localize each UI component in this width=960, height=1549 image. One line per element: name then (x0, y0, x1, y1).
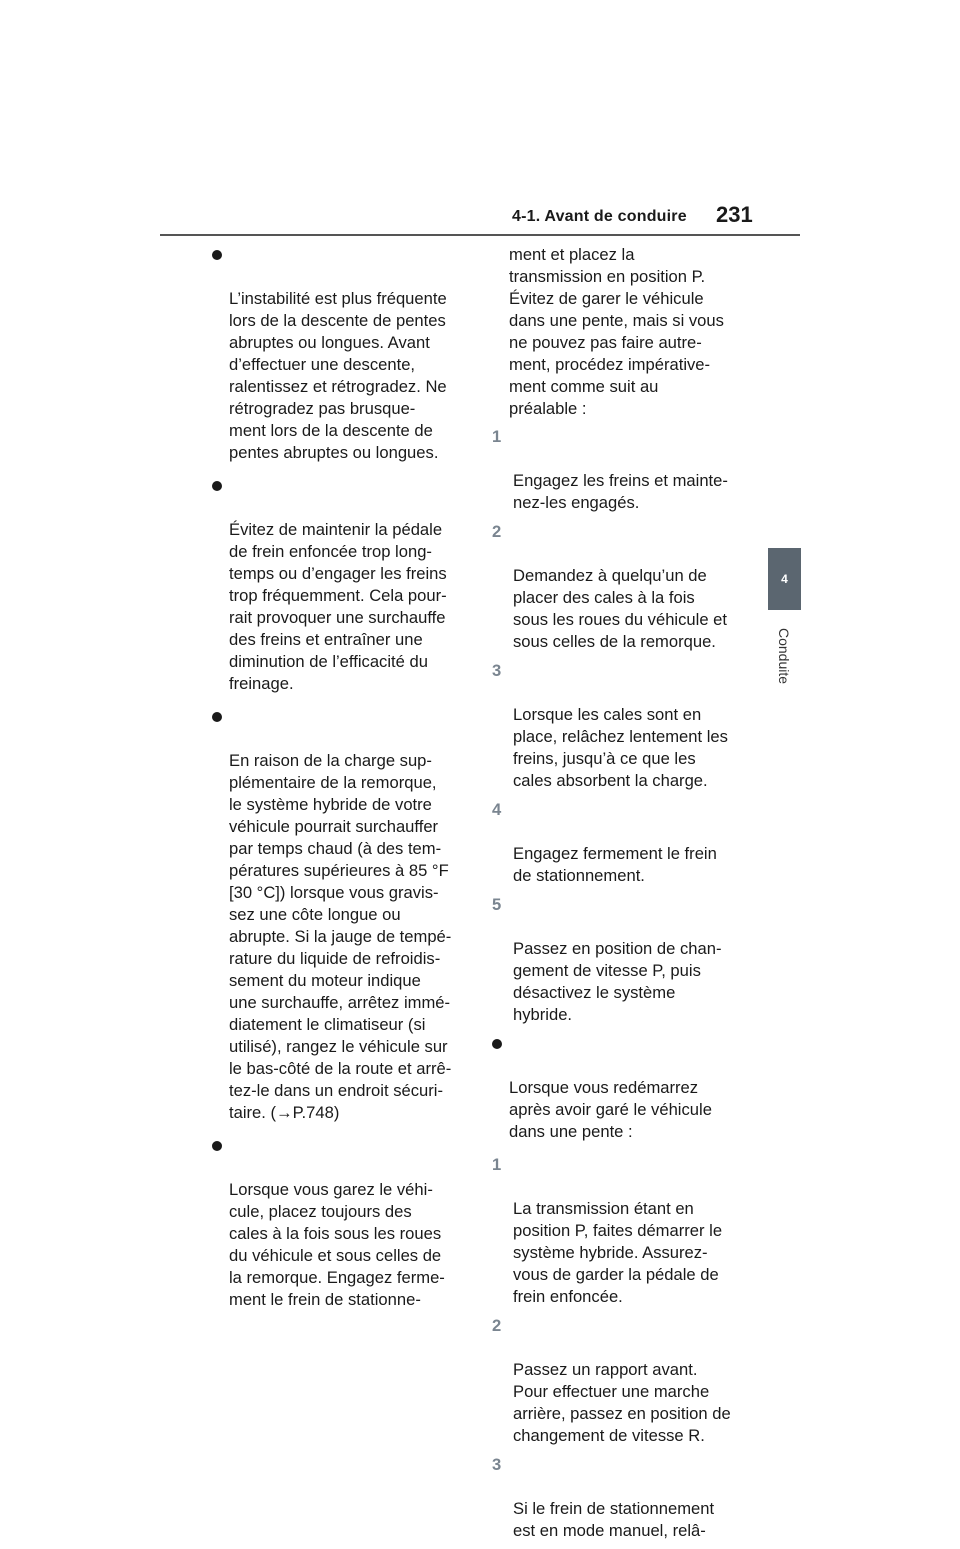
bullet-dot-icon (212, 1141, 222, 1151)
page-number: 231 (716, 202, 753, 227)
step-text: Engagez les freins et mainte- nez-les engagés. (513, 471, 728, 512)
bullet-item (492, 1033, 754, 1143)
step-text: Passez en position de chan- gement de vitesse P, puis désactivez le système hybride. (513, 939, 722, 1024)
restart-step (492, 1454, 754, 1542)
chapter-number: 4 (781, 572, 788, 586)
section-title: 4-1. Avant de conduire (512, 208, 687, 225)
bullet-dot-icon (492, 1039, 502, 1049)
step-number: 4 (492, 800, 502, 819)
bullet-text: L’instabilité est plus fréquente lors de la descente de pentes abruptes ou longues. Avant d’effectuer une descente, ralentissez et rétrogradez. Ne rétrogradez pas brusque- ment lors de la descente de pentes abruptes ou longues. (229, 289, 447, 462)
bullet-text: Lorsque vous redémarrez après avoir garé le véhicule dans une pente : (509, 1078, 712, 1141)
bullet-dot-icon (212, 250, 222, 260)
step-text: Lorsque les cales sont en place, relâchez lentement les freins, jusqu’à ce que les cales absorbent la charge. (513, 705, 728, 790)
chapter-label-container (758, 620, 810, 692)
step-text: Demandez à quelqu’un de placer des cales à la fois sous les roues du véhicule et sous celles de la remorque. (513, 566, 728, 651)
continuation-text: ment et placez la transmission en position P. Évitez de garer le véhicule dans une pente, mais si vous ne pouvez pas faire autre- ment, procédez impérative- ment comme suit au préalable : (509, 245, 724, 418)
chapter-label: Conduite (776, 627, 793, 685)
restart-step (492, 1315, 754, 1447)
step-text: Passez un rapport avant. Pour effectuer une marche arrière, passez en position de changement de vitesse R. (513, 1360, 731, 1445)
bullet-text: Évitez de maintenir la pédale de frein enfoncée trop long- temps ou d’engager les freins trop fréquemment. Cela pour- rait provoquer une surchauffe des freins et entraîner une diminution de l’efficacité du freinage. (229, 520, 447, 693)
parking-step (492, 521, 754, 653)
step-number: 3 (492, 661, 502, 680)
step-number: 2 (492, 522, 502, 541)
step-number: 2 (492, 1316, 502, 1335)
step-text: La transmission étant en position P, faites démarrer le système hybride. Assurez- vous de garder la pédale de frein enfoncée. (513, 1199, 723, 1306)
restart-step (492, 1154, 754, 1308)
bullet-text: Lorsque vous garez le véhi- cule, placez toujours des cales à la fois sous les roues du véhicule et sous celles de la remorque. Engagez ferme- ment le frein de stationne- (229, 1180, 445, 1309)
bullet-item (212, 244, 474, 464)
step-number: 1 (492, 1155, 502, 1174)
parking-step (492, 799, 754, 887)
step-number: 5 (492, 895, 502, 914)
step-number: 3 (492, 1455, 502, 1474)
bullet-dot-icon (212, 481, 222, 491)
parking-step (492, 660, 754, 792)
bullet-item (212, 706, 474, 1124)
chapter-number-tab (768, 548, 801, 610)
step-number: 1 (492, 427, 502, 446)
bullet-text: En raison de la charge sup- plémentaire de la remorque, le système hybride de votre véhicule pourrait surchauffer par temps chaud (à des tem- pératures supérieures à 85 °F [30 °C]) lorsque vous gravis- sez une côte longue ou abrupte. Si la jauge de tempé- rature du liquide de refroidis- sement du moteur indique une surchauffe, arrêtez immé- diatement le climatiseur (si utilisé), rangez le véhicule sur le bas-côté de la route et arrê- tez-le dans un endroit sécuri- taire. (→P.748) (229, 751, 452, 1122)
bullet-item (212, 475, 474, 695)
page-header (160, 202, 800, 236)
bullet-item (212, 1135, 474, 1311)
right-column (492, 244, 754, 1549)
left-column (212, 244, 474, 1322)
parking-step (492, 894, 754, 1026)
step-text: Si le frein de stationnement est en mode manuel, relâ- (513, 1499, 715, 1540)
bullet-dot-icon (212, 712, 222, 722)
step-text: Engagez fermement le frein de stationnement. (513, 844, 717, 885)
parking-step (492, 426, 754, 514)
